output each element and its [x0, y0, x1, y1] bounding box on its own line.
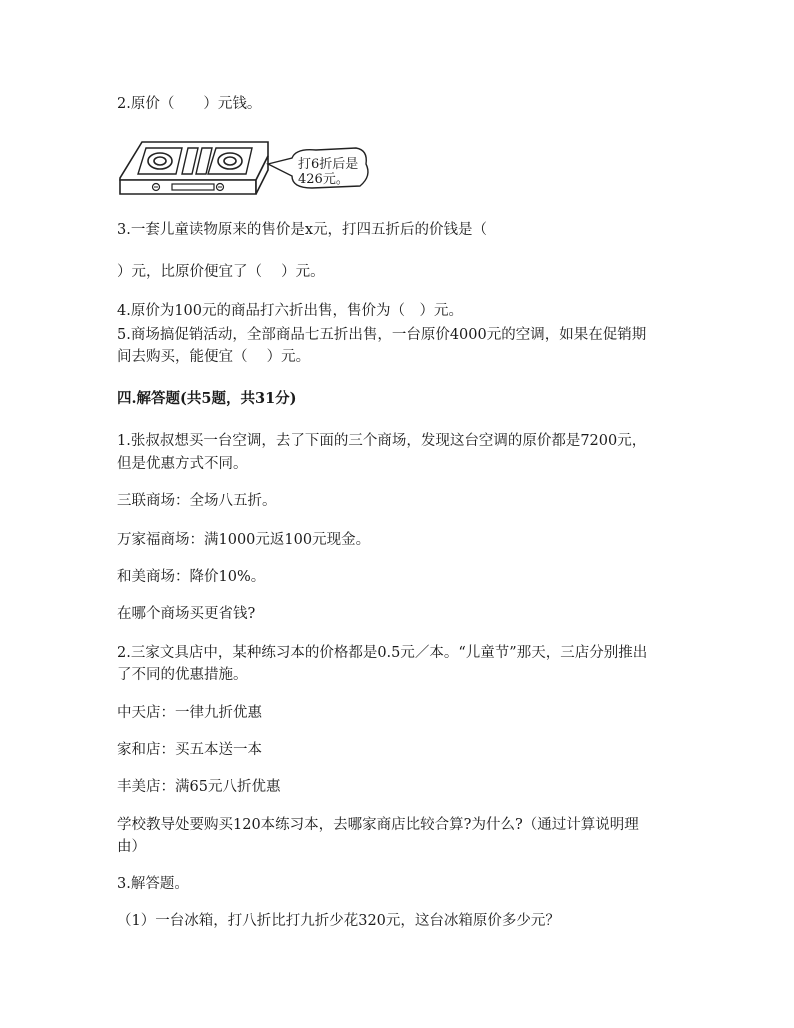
question-5-line1: 5.商场搞促销活动，全部商品七五折出售，一台原价4000元的空调，如果在促销期	[117, 327, 647, 343]
burner-right	[208, 148, 252, 174]
problem-1-question: 在哪个商场买更省钱?	[117, 606, 256, 622]
price-tag-line2: 426元。	[298, 172, 349, 187]
problem-1-store1: 三联商场：全场八五折。	[117, 493, 277, 509]
question-3-line2: ）元，比原价便宜了（ ）元。	[117, 264, 325, 280]
problem-2-store1: 中天店：一律九折优惠	[117, 705, 262, 721]
question-3-line1: 3.一套儿童读物原来的售价是x元，打四五折后的价钱是（	[117, 222, 488, 238]
problem-1-line1: 1.张叔叔想买一台空调，去了下面的三个商场，发现这台空调的原价都是7200元，	[117, 433, 647, 449]
burner-left	[138, 148, 182, 174]
question-4-text: 4.原价为100元的商品打六折出售，售价为（ ）元。	[117, 303, 464, 319]
price-tag	[268, 148, 368, 188]
problem-2-store2: 家和店：买五本送一本	[117, 742, 262, 758]
section-heading: 四.解答题(共5题，共31分)	[117, 390, 297, 407]
problem-2-question-line2: 由）	[117, 839, 146, 855]
problem-3-title: 3.解答题。	[117, 876, 189, 892]
problem-2-line1: 2.三家文具店中，某种练习本的价格都是0.5元／本。“儿童节”那天，三店分别推出	[117, 645, 648, 661]
problem-1-line2: 但是优惠方式不同。	[117, 456, 248, 472]
gas-stove-illustration	[116, 136, 384, 200]
problem-3-sub1: （1）一台冰箱，打八折比打九折少花320元，这台冰箱原价多少元？	[117, 913, 560, 929]
problem-2-store3: 丰美店：满65元八折优惠	[117, 779, 281, 795]
problem-2-question-line1: 学校教导处要购买120本练习本，去哪家商店比较合算?为什么?（通过计算说明理	[117, 817, 639, 833]
problem-2-line2: 了不同的优惠措施。	[117, 667, 248, 683]
problem-1-store3: 和美商场：降价10%。	[117, 569, 266, 585]
price-tag-line1: 打6折后是	[298, 157, 359, 172]
problem-1-store2: 万家福商场：满1000元返100元现金。	[117, 532, 371, 548]
question-2-text: 2.原价（ ）元钱。	[117, 96, 262, 112]
question-5-line2: 间去购买，能便宜（ ）元。	[117, 349, 311, 365]
